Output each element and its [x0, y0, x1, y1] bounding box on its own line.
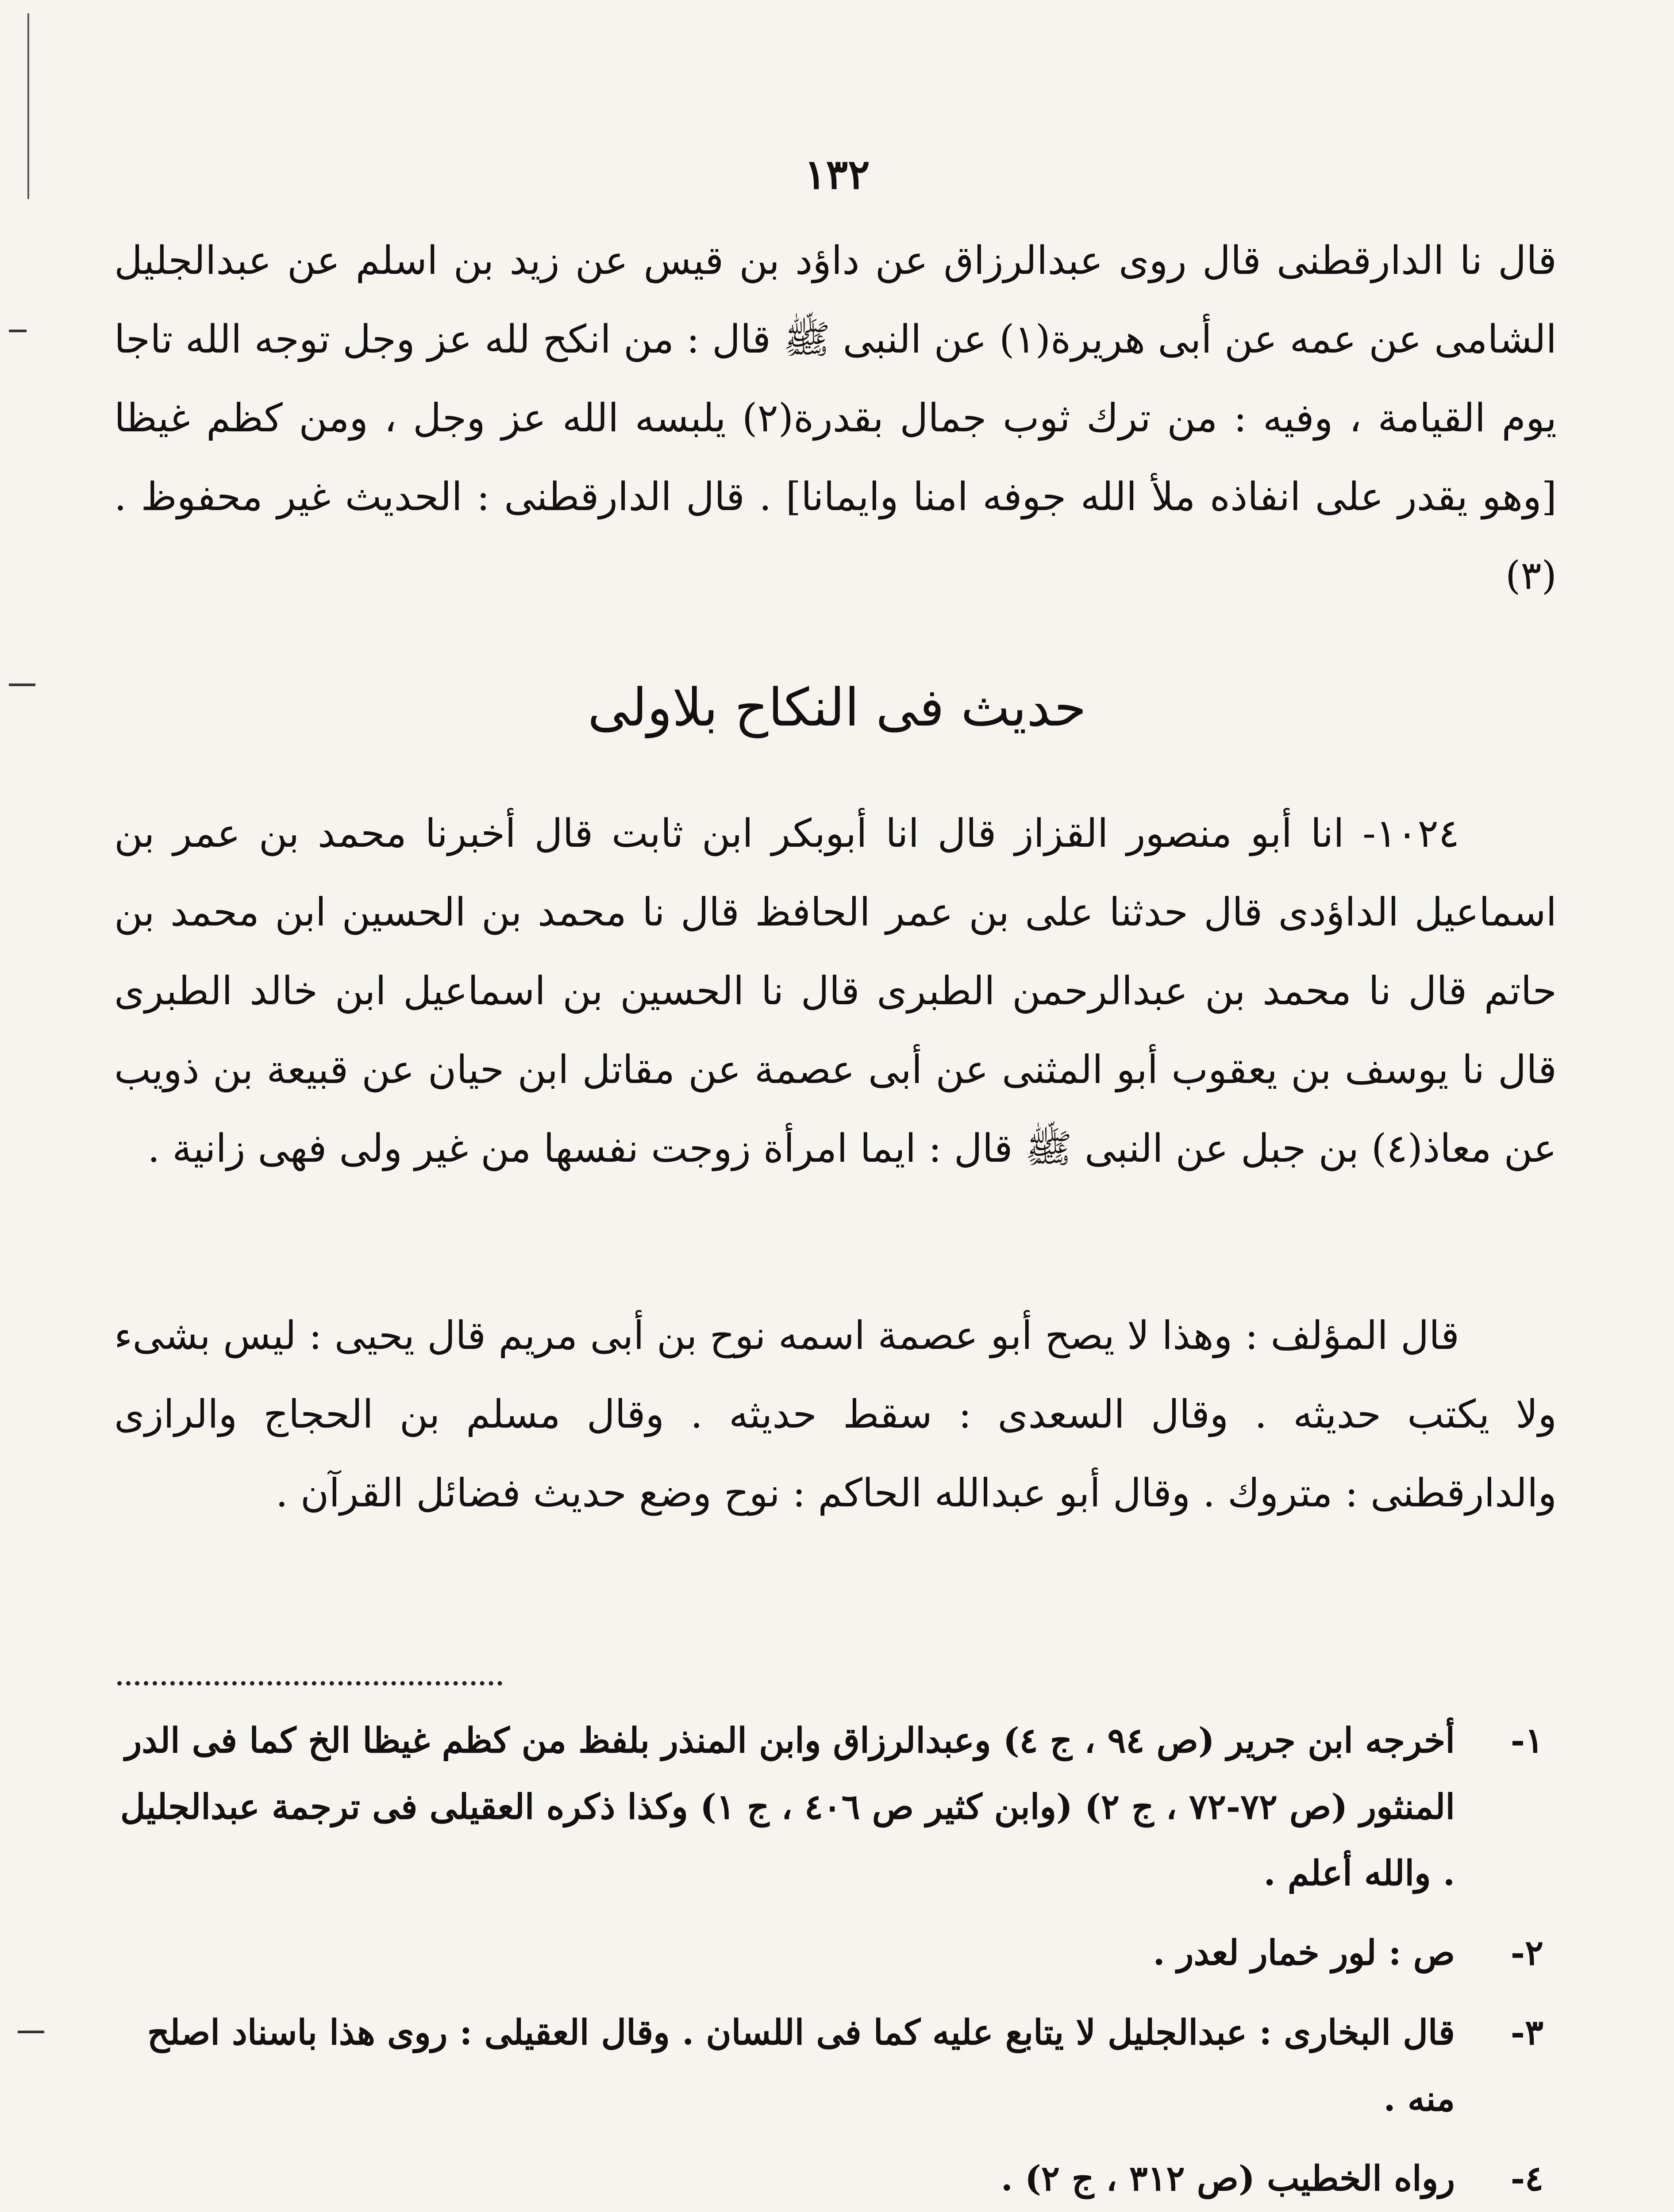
scan-edge-mark [9, 330, 27, 332]
footnote-text: أخرجه ابن جرير (ص ٩٤ ، ج ٤) وعبدالرزاق وابن المنذر بلفظ من كظم غيظا الخ كما فى الدر المنثور (ص ٧٢-٧٢ ، ج ٢) (وابن كثير ص ٤٠٦ ، ج ١) وكذا ذكره العقيلى فى ترجمة عبدالجليل . والله أعلم . [120, 1720, 1455, 1893]
footnote-item [114, 1708, 1557, 1907]
footnote-separator [117, 1681, 502, 1686]
footnote-number: ٤- [1510, 2158, 1543, 2199]
page-number: ١٣٢ [804, 150, 870, 198]
top-paragraph: قال نا الدارقطنى قال روى عبدالرزاق عن داؤد بن قيس عن زيد بن اسلم عن عبدالجليل الشامى عن عمه عن أبى هريرة(١) عن النبى ﷺ قال : من انكح لله عز وجل توجه الله تاجا يوم القيامة ، وفيه : من ترك ثوب جمال بقدرة(٢) يلبسه الله عز وجل ، ومن كظم غيظا [وهو يقدر على انفاذه ملأ الله جوفه امنا وايمانا] . قال الدارقطنى : الحديث غير محفوظ .(٣) [114, 238, 1557, 598]
footnote-item [114, 2146, 1557, 2212]
author-commentary-paragraph: قال المؤلف : وهذا لا يصح أبو عصمة اسمه نوح بن أبى مريم قال يحيى : ليس بشىء ولا يكتب حديثه . وقال السعدى : سقط حديثه . وقال مسلم بن الحجاج والرازى والدارقطنى : متروك . وقال أبو عبدالله الحاكم : نوح وضع حديث فضائل القرآن . [114, 1313, 1557, 1516]
footnote-item [114, 1920, 1557, 1986]
footnote-number: ٢- [1510, 1933, 1543, 1973]
hadith-paragraph: ١٠٢٤- انا أبو منصور القزاز قال انا أبوبكر ابن ثابت قال أخبرنا محمد بن عمر بن اسماعيل الداؤدى قال حدثنا على بن عمر الحافظ قال نا محمد بن الحسين ابن محمد بن حاتم قال نا محمد بن عبدالرحمن الطبرى قال نا الحسين بن اسماعيل ابن خالد الطبرى قال نا يوسف بن يعقوب أبو المثنى عن أبى عصمة عن مقاتل ابن حيان عن قبيعة بن ذويب عن معاذ(٤) بن جبل عن النبى ﷺ قال : ايما امرأة زوجت نفسها من غير ولى فهى زانية . [114, 810, 1557, 1171]
footnote-text: ص : لور خمار لعدر . [1153, 1933, 1455, 1973]
footnote-number: ١- [1510, 1720, 1543, 1761]
footnote-number: ٣- [1510, 2012, 1543, 2053]
footnotes [114, 1708, 1557, 2212]
section-heading: حديث فى النكاح بلاولى [587, 677, 1087, 738]
footnote-item [114, 2000, 1557, 2132]
footnote-text: رواه الخطيب (ص ٣١٢ ، ج ٢) . [1001, 2158, 1455, 2199]
footnote-text: قال البخارى : عبدالجليل لا يتابع عليه كما فى اللسان . وقال العقيلى : روى هذا باسناد اصلح منه . [147, 2012, 1455, 2119]
scan-edge-mark [18, 2031, 44, 2033]
